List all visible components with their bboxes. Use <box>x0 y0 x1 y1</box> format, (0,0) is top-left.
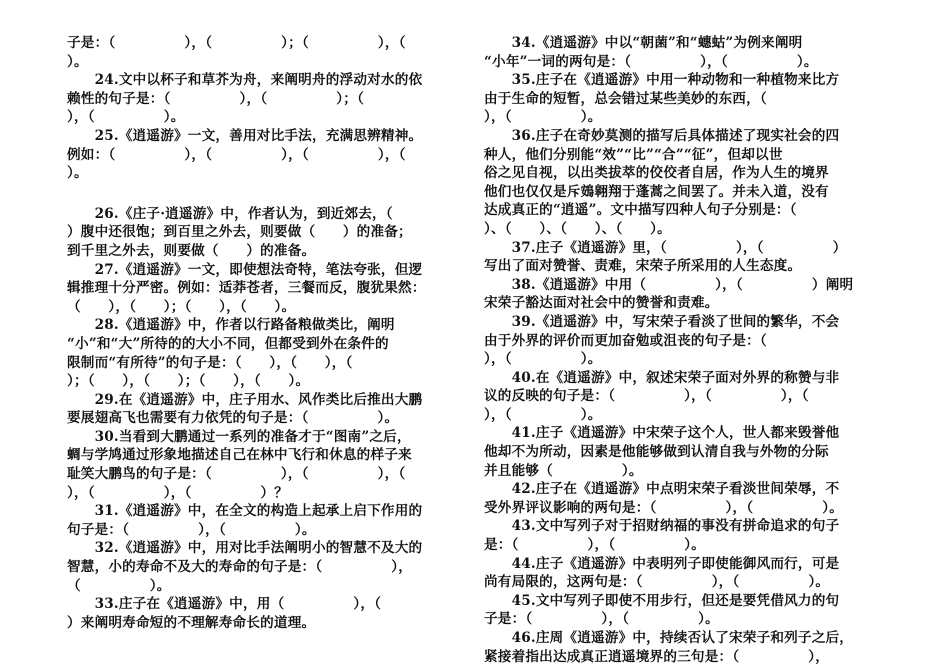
left-column-line: ）腹中还很饱；到百里之外去，则要做（ ）的准备； <box>67 224 412 241</box>
right-column-line: 46.庄周《逍遥游》中，持续否认了宋荣子和列子之后， <box>484 630 854 646</box>
left-column-line: 辑推理十分严密。例如：适莽苍者，三餐而反，腹犹果然： <box>67 280 426 297</box>
left-column-line: ）。 <box>67 165 88 182</box>
left-column-line <box>67 183 483 205</box>
left-column-line: 33.庄子在《逍遥游》中，用（ ），（ <box>67 596 382 613</box>
right-column-line: 受外界评议影响的两句是：（ ），（ ）。 <box>484 499 844 516</box>
left-column-line: ）来阐明寿命短的不理解寿命长的道理。 <box>67 614 316 631</box>
right-column-line: 宋荣子豁达面对社会中的赞誉和责难。 <box>484 295 719 312</box>
right-column-line: 38.《逍遥游》中用（ ），（ ）阐明 <box>484 276 854 293</box>
right-column <box>484 34 900 666</box>
right-column-line: ）、（ ）、（ ）、（ ）。 <box>484 220 671 237</box>
left-column-line: ），（ ）。 <box>67 109 185 126</box>
left-column-line: 27.《逍遥游》一文，即使想法奇特，笔法夸张，但逻 <box>67 261 423 278</box>
right-column-line: 36.庄子在奇妙莫测的描写后具体描述了现实社会的四 <box>484 127 840 144</box>
right-column-line: 紧接着指出达成真正逍遥境界的三句是：（ ）， <box>484 648 830 665</box>
right-column-line: 37.庄子《逍遥游》里，（ ），（ ） <box>484 239 847 256</box>
left-column-line: 29.在《逍遥游》中，庄子用水、风作类比后推出大鹏 <box>67 391 423 408</box>
right-column-line: ），（ ）。 <box>484 351 602 368</box>
right-column-line: ），（ ）。 <box>484 406 602 423</box>
left-column-line: 32.《逍遥游》中，用对比手法阐明小的智慧不及大的 <box>67 540 423 557</box>
left-column-line: 赖性的句子是：（ ），（ ）；（ <box>67 90 365 107</box>
left-column-line: 例如：（ ），（ ），（ ），（ <box>67 146 406 163</box>
right-column-line: 是：（ ），（ ）。 <box>484 537 706 554</box>
left-column-line: 28.《逍遥游》中，作者以行路备粮做类比，阐明 <box>67 317 395 334</box>
left-column-line: 蜩与学鸠通过形象地描述自己在林中飞行和休息的样子来 <box>67 447 412 464</box>
left-column-line: 25.《逍遥游》一文，善用对比手法，充满思辨精神。 <box>67 127 423 144</box>
right-column-line: ），（ ）。 <box>484 109 602 126</box>
left-column-line: 26.《庄子·逍遥游》中，作者认为，到近郊去，（ <box>67 205 393 222</box>
left-column <box>67 34 483 632</box>
left-column-line: ）。 <box>67 53 88 70</box>
right-column-line: 43.文中写列子对于招财纳福的事没有拼命追求的句子 <box>484 518 840 535</box>
left-column-line: 到千里之外去，则要做（ ）的准备。 <box>67 242 316 259</box>
left-column-line: ），（ ），（ ）？ <box>67 484 289 501</box>
right-column-line: 34.《逍遥游》中以“朝菌”和“蟪蛄”为例来阐明 <box>484 35 803 51</box>
left-column-line: 智慧，小的寿命不及大的寿命的句子是：（ ）， <box>67 559 413 576</box>
left-column-line: 耻笑大鹏鸟的句子是：（ ），（ ），（ <box>67 466 406 483</box>
left-column-line: ）；（ ），（ ）；（ ），（ ）。 <box>67 373 310 390</box>
right-column-line: 他却不为所动，因素是他能够做到认清自我与外物的分际 <box>484 444 829 461</box>
right-column-line: 尚有局限的，这两句是：（ ），（ ）。 <box>484 574 830 591</box>
right-column-line: 并且能够（ ）。 <box>484 462 643 479</box>
left-column-line: “小”和“大”所待的的大小不同，但都受到外在条件的 <box>67 335 389 352</box>
right-column-line: 42.庄子在《逍遥游》中点明宋荣子看淡世间荣辱，不 <box>484 481 840 498</box>
right-column-line: 35.庄子在《逍遥游》中用一种动物和一种植物来比方 <box>484 72 840 89</box>
right-column-line: 45.文中写列子即使不用步行，但还是要凭借风力的句 <box>484 592 840 609</box>
left-column-line: （ ），（ ）；（ ），（ ）。 <box>67 298 296 315</box>
left-column-line: 30.当看到大鹏通过一系列的准备才于“图南”之后， <box>67 428 411 445</box>
left-column-line: 限制而“有所待”的句子是：（ ），（ ），（ <box>67 354 353 371</box>
left-column-line: 子是：（ ），（ ）；（ ），（ <box>67 35 406 51</box>
left-column-line: 要展翅高飞也需要有力依凭的句子是：（ ）。 <box>67 410 399 427</box>
left-column-line: 句子是：（ ），（ ）。 <box>67 521 316 538</box>
right-column-line: 议的反映的句子是：（ ），（ ），（ <box>484 388 809 405</box>
left-column-line: 24.文中以杯子和草芥为舟，来阐明舟的浮动对水的依 <box>67 72 423 89</box>
right-column-line: “小年”一词的两句是：（ ），（ ）。 <box>484 53 818 70</box>
left-column-line: （ ）。 <box>67 577 171 594</box>
right-column-line: 44.庄子《逍遥游》中表明列子即使能御风而行，可是 <box>484 555 840 572</box>
right-column-line: 41.庄子《逍遥游》中宋荣子这个人，世人都来毁誉他 <box>484 425 840 442</box>
right-column-line: 39.《逍遥游》中，写宋荣子看淡了世间的繁华，不会 <box>484 313 840 330</box>
right-column-line: 俗之见自视，以出类拔萃的佼佼者自居，作为人生的境界 <box>484 165 829 182</box>
right-column-line: 种人，他们分别能“效”“比”“合”“征”，但却以世 <box>484 146 783 163</box>
right-column-line: 由于生命的短暂，总会错过某些美妙的东西，（ <box>484 90 767 107</box>
right-column-line: 达成真正的“逍遥”。文中描写四种人句子分别是：（ <box>484 202 797 219</box>
right-column-line: 由于外界的评价而更加奋勉或沮丧的句子是：（ <box>484 332 767 349</box>
right-column-line: 写出了面对赞誉、责难，宋荣子所采用的人生态度。 <box>484 258 802 275</box>
right-column-line: 他们也仅仅是斥鴳翱翔于蓬蒿之间罢了。并未入道，没有 <box>484 183 829 200</box>
right-column-line: 40.在《逍遥游》中，叙述宋荣子面对外界的称赞与非 <box>484 369 840 386</box>
left-column-line: 31.《逍遥游》中，在全文的构造上起承上启下作用的 <box>67 503 423 520</box>
right-column-line: 子是：（ ），（ ）。 <box>484 611 719 628</box>
